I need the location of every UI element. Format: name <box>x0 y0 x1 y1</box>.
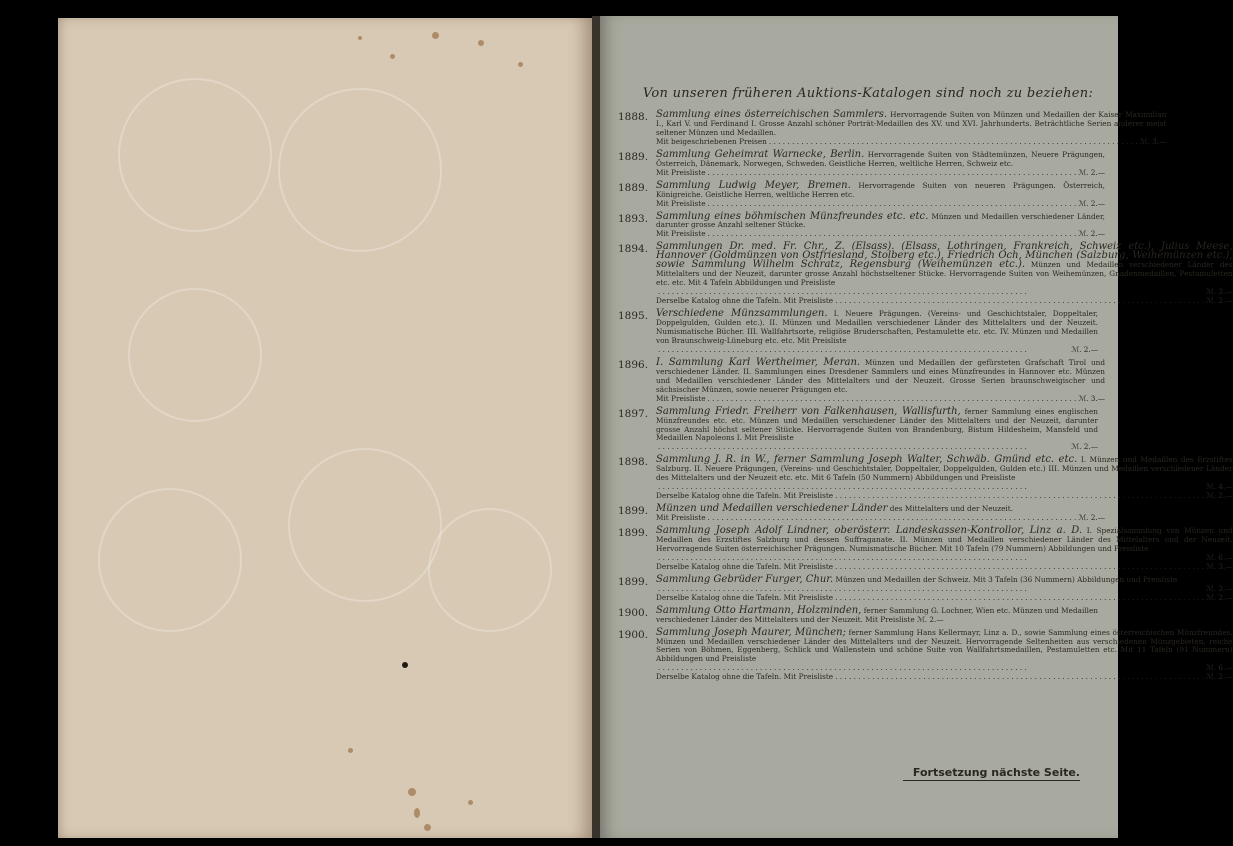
catalog-entry <box>618 525 1233 572</box>
price-label: Derselbe Katalog ohne die Tafeln. Mit Preisliste <box>656 561 834 571</box>
price: ℳ. 6.— <box>1205 552 1233 562</box>
entries-list <box>618 109 1233 682</box>
entry-description: des Mittelalters und der Neuzeit. <box>889 504 1013 514</box>
entry-description: ferner Sammlung eines englischen Münzfreundes etc. etc. Münzen und Medaillen verschiedener Länder des Mittelalters und der Neuzeit, darunter grosse Anzahl höchst seltener Stücke. Hervorragende Suiten von Brandenburg, Bistum Hildesheim, Mansfeld und Medaillen Napoleons I. Mit Preisliste <box>656 406 1098 443</box>
entry-title: Sammlungen Dr. med. Fr. Chr., Z. (Elsass). (Elsass, Lothringen, Frankreich, Schweiz etc.), Julius Meese, Hannover (Goldmünzen von Ostfriesland, Stolberg etc.), Friedrich Och, München (Salzburg, Weihemünzen etc.), sowie Sammlung Wilhelm Schratz, Regensburg (Weihemünzen etc.). <box>656 241 1233 271</box>
leader-dots <box>658 443 1069 452</box>
entry-body <box>656 626 1233 683</box>
price-line <box>656 200 1105 209</box>
entry-year: 1898. <box>618 456 649 469</box>
price: ℳ. 2.— <box>1205 491 1233 501</box>
leader-dots <box>658 346 1069 355</box>
price-line <box>656 346 1098 355</box>
entry-title: Sammlung J. R. in W., ferner Sammlung Joseph Walter, Schwäb. Gmünd etc. etc. <box>656 454 1078 466</box>
price: ℳ. 2.— <box>1205 296 1233 306</box>
price-line <box>656 563 1233 572</box>
catalog-entry <box>618 626 1233 683</box>
price-line <box>656 169 1105 178</box>
price: ℳ. 3.— <box>1078 393 1106 403</box>
catalog-entry <box>618 241 1233 306</box>
leader-dots <box>835 673 1204 682</box>
price-line <box>656 138 1166 147</box>
price-line <box>656 395 1105 404</box>
price-label: Mit Preisliste <box>656 229 706 239</box>
price-label: Mit Preisliste <box>656 198 706 208</box>
entry-body <box>656 243 1233 306</box>
price-line <box>656 673 1233 682</box>
entry-description: Hervorragende Suiten von neueren Prägungen. Österreich, Königreiche. Geistliche Herren, weltliche Herren etc. <box>656 180 1105 199</box>
entry-year: 1896. <box>618 358 649 371</box>
catalog-entry <box>618 210 1106 240</box>
price-line <box>656 492 1233 501</box>
entry-description: Münzen und Medaillen verschiedener Länder, darunter grosse Anzahl seltener Stücke. <box>656 211 1105 230</box>
catalog-list <box>618 86 1233 686</box>
price-label: Mit Preisliste <box>656 167 706 177</box>
price-label: Derselbe Katalog ohne die Tafeln. Mit Preisliste <box>656 296 834 306</box>
entry-body <box>656 573 1233 603</box>
price-label: Derselbe Katalog ohne die Tafeln. Mit Preisliste <box>656 672 834 682</box>
catalog-entry <box>618 604 1098 625</box>
page-heading: Von unseren früheren Auktions-Katalogen sind noch zu beziehen: <box>642 86 1094 101</box>
entry-year: 1893. <box>618 212 649 225</box>
entry-description: Münzen und Medaillen der gefürsteten Grafschaft Tirol und verschiedener Länder. II. Sammlungen eines Dresdener Sammlers und eines Münzfreundes in Hannover etc. Münzen und Medaillen verschiedener Länder des Mittelalters und der Neuzeit. Grosse Serien braunschweigischer und sächsischer Münzen, sowie neuerer Prägungen etc. <box>656 357 1106 394</box>
entry-year: 1899. <box>618 527 649 540</box>
entry-description: I. Spezialsammlung von Münzen und Medaillen des Erzstiftes Salzburg und dessen Suffraganate. II. Münzen und Medaillen verschiedener Länder des Mittelalters und der Neuzeit. Hervorragende Suiten österreichischer Prägungen. Numismatische Bücher. Mit 10 Tafeln (79 Nummern) Abbildungen und Preisliste <box>656 526 1233 553</box>
continuation-note: Fortsetzung nächste Seite. <box>903 766 1080 781</box>
foxing-stain <box>468 800 473 805</box>
foxing-stain <box>478 40 484 46</box>
catalog-entry <box>618 454 1233 501</box>
leader-dots <box>835 594 1204 603</box>
foxing-stain <box>424 824 431 831</box>
entry-title: Sammlung Otto Hartmann, Holzminden, <box>656 604 862 616</box>
entry-body <box>656 310 1098 355</box>
price-label: Mit beigeschriebenen Preisen <box>656 136 767 146</box>
entry-title: Sammlung eines österreichischen Sammlers. <box>656 109 888 120</box>
entry-body <box>656 456 1233 501</box>
price: ℳ. 6.— <box>1205 663 1233 673</box>
price: ℳ. 3.— <box>1205 287 1233 297</box>
entry-year: 1899. <box>618 575 649 588</box>
entry-title: Sammlung Ludwig Meyer, Bremen. <box>656 179 851 191</box>
catalog-entry <box>618 310 1098 355</box>
entry-title: Sammlung Joseph Maurer, München; <box>656 626 846 638</box>
price: ℳ. 3.— <box>1139 136 1167 146</box>
entry-description: Münzen und Medaillen verschiedener Länder des Mittelalters und der Neuzeit, darunter grosse Anzahl höchstseltener Stücke. Hervorragende Suiten von Weihemünzen, Gnadenmedaillen, Pestamuletten etc. etc. Mit 4 Tafeln Abbildungen und Preisliste <box>656 260 1233 288</box>
price-label: Derselbe Katalog ohne die Tafeln. Mit Preisliste <box>656 491 834 501</box>
price: ℳ. 2.— <box>1071 442 1098 452</box>
entry-title: Sammlung Gebrüder Furger, Chur. <box>656 573 834 585</box>
entry-body <box>656 505 1105 523</box>
entry-body <box>656 148 1106 178</box>
price-line <box>656 297 1233 306</box>
price-line <box>656 594 1233 603</box>
bleed-through-coin <box>128 288 262 422</box>
entry-body <box>656 179 1106 209</box>
entry-year: 1900. <box>618 628 649 641</box>
entry-year: 1895. <box>618 310 649 323</box>
price: ℳ. 3.— <box>1205 583 1233 593</box>
leader-dots <box>708 230 1077 239</box>
leader-dots <box>835 563 1204 572</box>
price: ℳ. 2.— <box>1071 344 1098 354</box>
leader-dots <box>769 138 1138 147</box>
entry-description: Hervorragende Suiten von Münzen und Medaillen der Kaiser Maximilian I., Karl V. und Ferdinand I. Grosse Anzahl schöner Porträt-Medaillen des XV. und XVI. Jahrhunderts. Beträchtliche Serien anderer meist seltener Münzen und Medaillen. <box>656 110 1167 137</box>
entry-body <box>656 210 1106 240</box>
price-line <box>656 514 1105 523</box>
price: ℳ. 4.— <box>1205 482 1233 492</box>
entry-title: Sammlung Joseph Adolf Lindner, oberösterr. Landeskassen-Kontrollor, Linz a. D. <box>656 525 1083 537</box>
entry-year: 1899. <box>618 505 649 518</box>
entry-year: 1889. <box>618 181 649 194</box>
entry-description: ferner Sammlung G. Lochner, Wien etc. Münzen und Medaillen verschiedener Länder des Mittelalters und der Neuzeit. Mit Preisliste ℳ. 2.— <box>656 605 1098 624</box>
entry-year: 1889. <box>618 150 649 163</box>
right-page <box>600 16 1233 838</box>
entry-body <box>656 604 1098 625</box>
entry-title: Sammlung Geheimrat Warnecke, Berlin. <box>656 148 865 160</box>
entry-year: 1900. <box>618 606 649 619</box>
left-page-blank <box>58 18 592 838</box>
ink-spot <box>402 662 408 668</box>
price-label: Mit Preisliste <box>656 393 706 403</box>
entry-body <box>656 527 1233 572</box>
catalog-entry <box>618 179 1106 209</box>
bleed-through-coin <box>98 488 242 632</box>
price-line <box>656 230 1105 239</box>
book-gutter <box>592 16 600 838</box>
entry-description: Hervorragende Suiten von Städtemünzen, Neuere Prägungen, Österreich, Dänemark, Norwegen, Schweden. Geistliche Herren, weltliche Herren, Schweiz etc. <box>656 149 1105 168</box>
entry-body <box>656 356 1106 404</box>
entry-title: Sammlung eines böhmischen Münzfreundes etc. etc. <box>656 210 929 222</box>
entry-title: Sammlung Friedr. Freiherr von Falkenhausen, Wallisfurth, <box>656 405 961 417</box>
foxing-stain <box>408 788 416 796</box>
entry-description: ferner Sammlung Hans Kellermayr, Linz a. D., sowie Sammlung eines österreichischen Münzfreundes. Münzen und Medaillen verschiedener Länder des Mittelalters und der Neuzeit. Hervorragende Seltenheiten aus verschiedenen Münzgebieten, reiche Serien von Böhmen, Eggenberg, Schlick und Wallenstein und schöne Suite von Wallfahrtsmedaillen, Pestamuletten etc. Mit 11 Tafeln (91 Nummern) Abbildungen und Preisliste <box>656 627 1233 664</box>
bleed-through-coin <box>278 88 442 252</box>
catalog-entry <box>618 148 1106 178</box>
price: ℳ. 2.— <box>1205 592 1233 602</box>
bleed-through-coin <box>288 448 442 602</box>
entry-body <box>656 111 1166 147</box>
price: ℳ. 3.— <box>1205 561 1233 571</box>
price: ℳ. 2.— <box>1078 198 1106 208</box>
entry-description: I. Neuere Prägungen. (Vereins- und Geschichtstaler, Doppeltaler, Doppelgulden, Gulden etc.). II. Münzen und Medaillen verschiedener Länder des Mittelalters und der Neuzeit. Numismatische Bücher. III. Wallfahrtsorte, religiöse Bruderschaften, Pestamulette etc. etc. IV. Münzen und Medaillen von Braunschweig-Lüneburg etc. etc. Mit Preisliste <box>656 309 1098 345</box>
catalog-entry <box>618 356 1106 404</box>
foxing-stain <box>518 62 523 67</box>
price: ℳ. 2.— <box>1205 672 1233 682</box>
price: ℳ. 2.— <box>1078 513 1106 523</box>
book-spread <box>58 16 1233 838</box>
entry-body <box>656 405 1098 453</box>
entry-year: 1897. <box>618 407 649 420</box>
bleed-through-coin <box>118 78 272 232</box>
leader-dots <box>708 395 1077 404</box>
foxing-stain <box>348 748 353 753</box>
catalog-entry <box>618 109 1167 147</box>
entry-title: Münzen und Medaillen verschiedener Länder <box>656 503 888 515</box>
catalog-entry <box>618 503 1106 523</box>
foxing-stain <box>390 54 395 59</box>
leader-dots <box>708 169 1077 178</box>
bleed-through-coin <box>428 508 552 632</box>
entry-year: 1894. <box>618 243 649 256</box>
foxing-stain <box>432 32 439 39</box>
price-label: Derselbe Katalog ohne die Tafeln. Mit Preisliste <box>656 592 834 602</box>
entry-title: I. Sammlung Karl Wertheimer, Meran. <box>656 356 861 368</box>
price: ℳ. 2.— <box>1078 167 1106 177</box>
catalog-entry <box>618 405 1098 453</box>
price-line <box>656 443 1098 452</box>
entry-description: I. Münzen und Medaillen des Erzstiftes Salzburg. II. Neuere Prägungen, (Vereins- und Geschichtstaler, Doppeltaler, Doppelgulden, Gulden etc.) III. Münzen und Medaillen verschiedener Länder des Mittelalters und der Neuzeit etc. etc. Mit 6 Tafeln (50 Nummern) Abbildungen und Preisliste <box>656 455 1233 483</box>
foxing-stain <box>414 808 420 818</box>
leader-dots <box>708 200 1077 209</box>
price: ℳ. 2.— <box>1078 229 1106 239</box>
entry-description: Münzen und Medaillen der Schweiz. Mit 3 Tafeln (36 Nummern) Abbildungen und Preisliste <box>835 574 1178 584</box>
catalog-entry <box>618 573 1233 603</box>
foxing-stain <box>358 36 362 40</box>
leader-dots <box>708 514 1077 523</box>
leader-dots <box>835 492 1204 501</box>
entry-title: Verschiedene Münzsammlungen. <box>656 308 828 320</box>
leader-dots <box>835 297 1204 306</box>
entry-year: 1888. <box>618 111 649 123</box>
price-label: Mit Preisliste <box>656 513 706 523</box>
